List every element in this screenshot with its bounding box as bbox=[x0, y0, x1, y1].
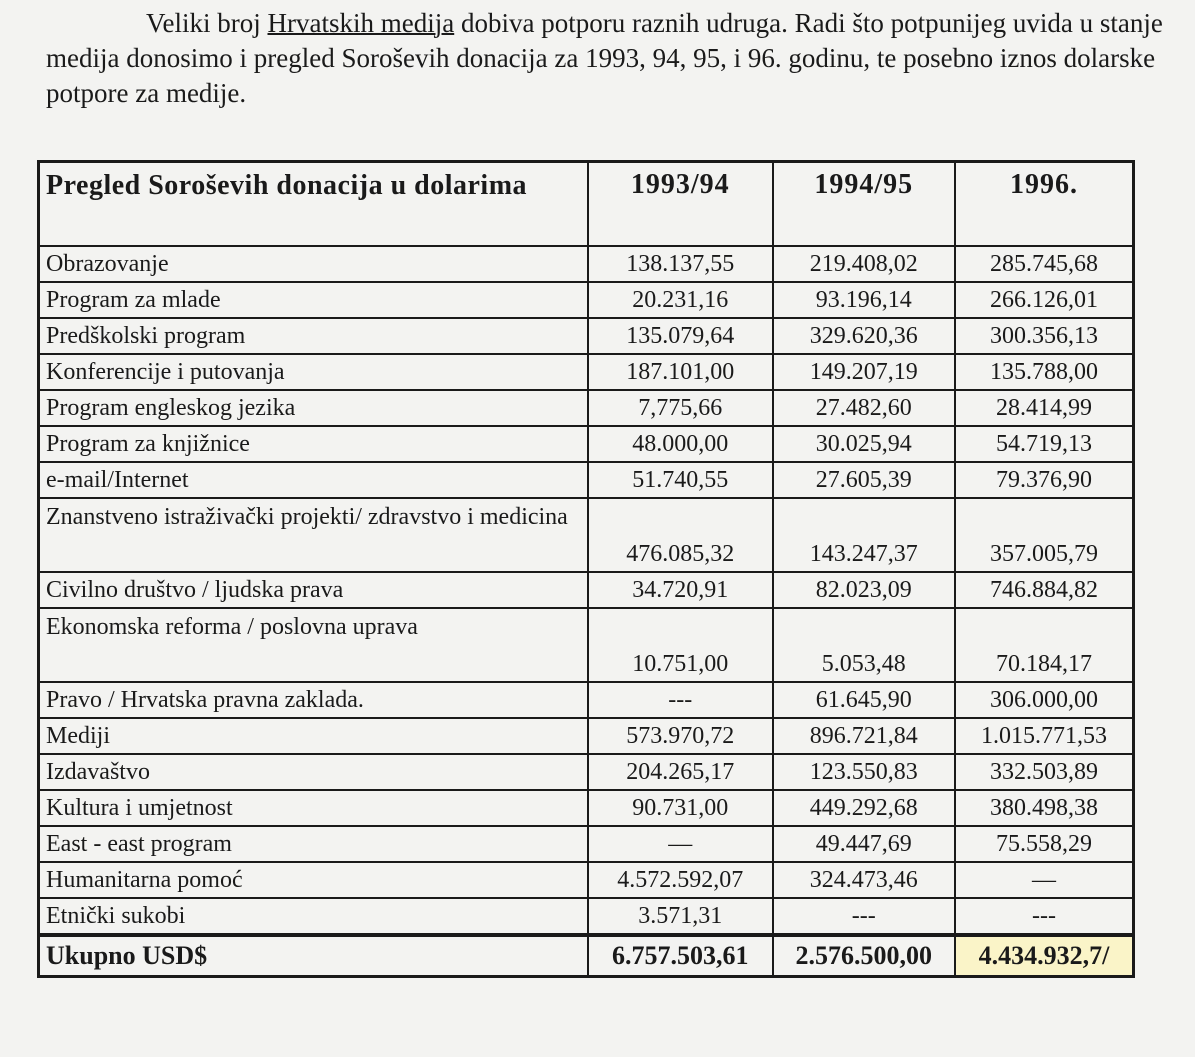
cell-value: 285.745,68 bbox=[955, 246, 1134, 282]
row-label: Izdavaštvo bbox=[39, 754, 589, 790]
total-value: 6.757.503,61 bbox=[588, 935, 773, 977]
table-header-row bbox=[39, 162, 1134, 247]
table-row bbox=[39, 462, 1134, 498]
cell-value: 27.482,60 bbox=[773, 390, 956, 426]
intro-paragraph bbox=[46, 6, 1191, 111]
row-label: Kultura i umjetnost bbox=[39, 790, 589, 826]
cell-value: 1.015.771,53 bbox=[955, 718, 1134, 754]
cell-value: 75.558,29 bbox=[955, 826, 1134, 862]
table-row bbox=[39, 282, 1134, 318]
cell-value: — bbox=[588, 826, 773, 862]
cell-value: 380.498,38 bbox=[955, 790, 1134, 826]
row-label: Predškolski program bbox=[39, 318, 589, 354]
row-label: Pravo / Hrvatska pravna zaklada. bbox=[39, 682, 589, 718]
donations-table bbox=[37, 160, 1135, 978]
table-row bbox=[39, 572, 1134, 608]
cell-value: 90.731,00 bbox=[588, 790, 773, 826]
cell-value: 20.231,16 bbox=[588, 282, 773, 318]
table-row bbox=[39, 246, 1134, 282]
cell-value: 123.550,83 bbox=[773, 754, 956, 790]
year-header: 1994/95 bbox=[773, 162, 956, 247]
table-row bbox=[39, 354, 1134, 390]
cell-value: 7,775,66 bbox=[588, 390, 773, 426]
cell-value: 573.970,72 bbox=[588, 718, 773, 754]
cell-value: 70.184,17 bbox=[955, 608, 1134, 682]
cell-value: 476.085,32 bbox=[588, 498, 773, 572]
cell-value: 48.000,00 bbox=[588, 426, 773, 462]
cell-value: 135.079,64 bbox=[588, 318, 773, 354]
row-label: Program za knjižnice bbox=[39, 426, 589, 462]
cell-value: 30.025,94 bbox=[773, 426, 956, 462]
row-label: Etnički sukobi bbox=[39, 898, 589, 935]
row-label: Program za mlade bbox=[39, 282, 589, 318]
cell-value: 82.023,09 bbox=[773, 572, 956, 608]
intro-text-start: Veliki broj bbox=[146, 8, 268, 38]
cell-value: --- bbox=[773, 898, 956, 935]
cell-value: 449.292,68 bbox=[773, 790, 956, 826]
cell-value: 896.721,84 bbox=[773, 718, 956, 754]
total-value-highlighted: 4.434.932,7/ bbox=[955, 935, 1134, 977]
table-row bbox=[39, 390, 1134, 426]
table-row bbox=[39, 826, 1134, 862]
table-row bbox=[39, 898, 1134, 935]
table-row bbox=[39, 608, 1134, 682]
cell-value: 149.207,19 bbox=[773, 354, 956, 390]
cell-value: --- bbox=[955, 898, 1134, 935]
cell-value: 219.408,02 bbox=[773, 246, 956, 282]
year-header: 1993/94 bbox=[588, 162, 773, 247]
row-label: Znanstveno istraživački projekti/ zdravstvo i medicina bbox=[39, 498, 589, 572]
cell-value: 34.720,91 bbox=[588, 572, 773, 608]
cell-value: 306.000,00 bbox=[955, 682, 1134, 718]
row-label: East - east program bbox=[39, 826, 589, 862]
row-label: Konferencije i putovanja bbox=[39, 354, 589, 390]
cell-value: 135.788,00 bbox=[955, 354, 1134, 390]
cell-value: 49.447,69 bbox=[773, 826, 956, 862]
intro-underlined-phrase: Hrvatskih medija bbox=[267, 8, 455, 38]
cell-value: 324.473,46 bbox=[773, 862, 956, 898]
row-label: Program engleskog jezika bbox=[39, 390, 589, 426]
cell-value: 143.247,37 bbox=[773, 498, 956, 572]
cell-value: 79.376,90 bbox=[955, 462, 1134, 498]
table-row bbox=[39, 754, 1134, 790]
row-label: Ekonomska reforma / poslovna uprava bbox=[39, 608, 589, 682]
table-row bbox=[39, 682, 1134, 718]
cell-value: 5.053,48 bbox=[773, 608, 956, 682]
row-label: Mediji bbox=[39, 718, 589, 754]
cell-value: 746.884,82 bbox=[955, 572, 1134, 608]
table-row bbox=[39, 426, 1134, 462]
table-row bbox=[39, 498, 1134, 572]
cell-value: 329.620,36 bbox=[773, 318, 956, 354]
cell-value: 54.719,13 bbox=[955, 426, 1134, 462]
intro-text-rest: dobiva potporu raznih udruga. Radi što potpunijeg uvida u stanje medija donosimo i pregled Soroševih donacija za 1993, 94, 95, i 96. godinu, te posebno iznos dolarske potpore za medije. bbox=[46, 8, 1163, 108]
table-row bbox=[39, 790, 1134, 826]
row-label: e-mail/Internet bbox=[39, 462, 589, 498]
row-label: Obrazovanje bbox=[39, 246, 589, 282]
table-row bbox=[39, 318, 1134, 354]
cell-value: 27.605,39 bbox=[773, 462, 956, 498]
cell-value: 10.751,00 bbox=[588, 608, 773, 682]
cell-value: 4.572.592,07 bbox=[588, 862, 773, 898]
cell-value: 204.265,17 bbox=[588, 754, 773, 790]
total-label: Ukupno USD$ bbox=[39, 935, 589, 977]
cell-value: --- bbox=[588, 682, 773, 718]
cell-value: 3.571,31 bbox=[588, 898, 773, 935]
cell-value: 61.645,90 bbox=[773, 682, 956, 718]
cell-value: 300.356,13 bbox=[955, 318, 1134, 354]
total-value: 2.576.500,00 bbox=[773, 935, 956, 977]
table-row bbox=[39, 718, 1134, 754]
cell-value: — bbox=[955, 862, 1134, 898]
cell-value: 266.126,01 bbox=[955, 282, 1134, 318]
total-row bbox=[39, 935, 1134, 977]
row-label: Civilno društvo / ljudska prava bbox=[39, 572, 589, 608]
cell-value: 357.005,79 bbox=[955, 498, 1134, 572]
row-label: Humanitarna pomoć bbox=[39, 862, 589, 898]
cell-value: 28.414,99 bbox=[955, 390, 1134, 426]
cell-value: 93.196,14 bbox=[773, 282, 956, 318]
table-title: Pregled Soroševih donacija u dolarima bbox=[39, 162, 589, 247]
cell-value: 51.740,55 bbox=[588, 462, 773, 498]
cell-value: 187.101,00 bbox=[588, 354, 773, 390]
table-row bbox=[39, 862, 1134, 898]
cell-value: 138.137,55 bbox=[588, 246, 773, 282]
year-header: 1996. bbox=[955, 162, 1134, 247]
cell-value: 332.503,89 bbox=[955, 754, 1134, 790]
